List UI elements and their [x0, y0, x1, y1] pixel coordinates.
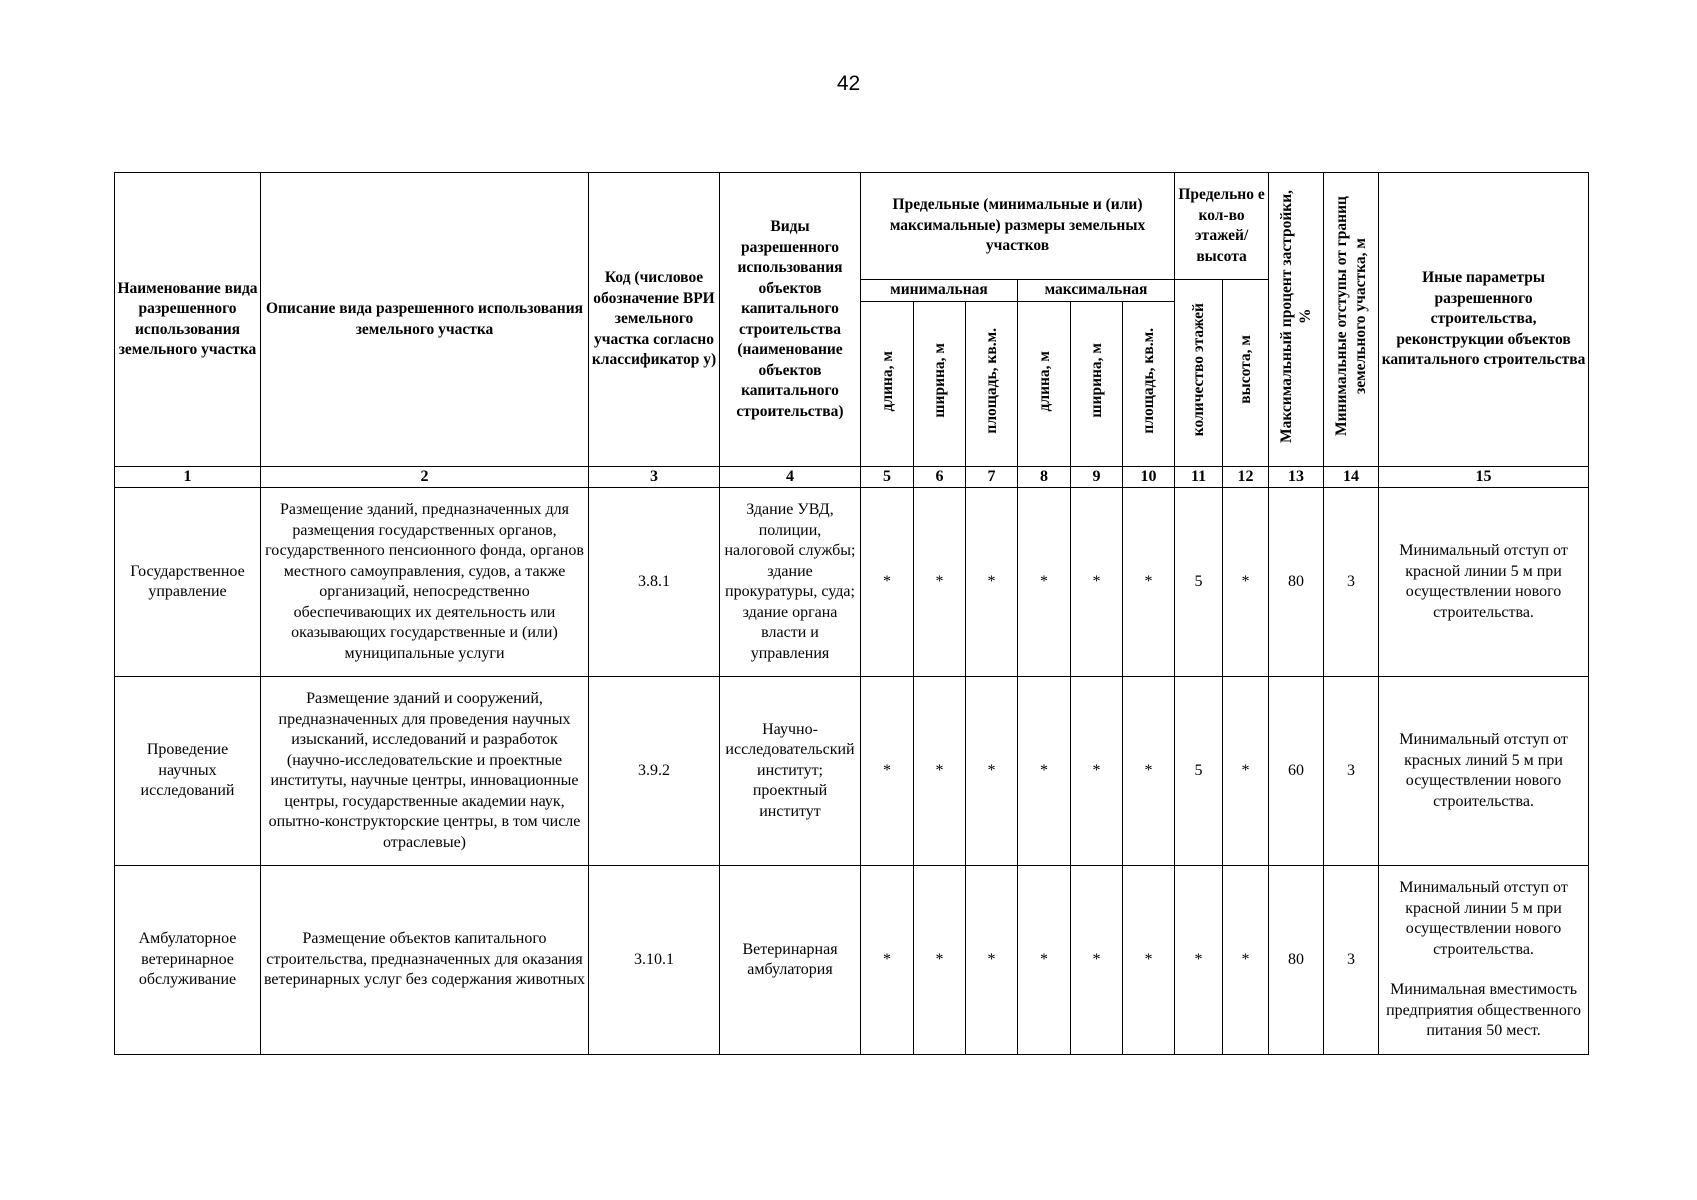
min-setback: 3 [1324, 677, 1379, 866]
header-use-code: Код (числовое обозначение ВРИ земельного участка согласно классификатор у) [589, 173, 720, 467]
max-coverage: 60 [1269, 677, 1324, 866]
column-number: 9 [1071, 467, 1123, 488]
page-number: 42 [836, 72, 861, 95]
max-length: * [1018, 488, 1071, 677]
column-number-row [115, 467, 1589, 488]
max-area: * [1123, 677, 1175, 866]
min-area: * [966, 866, 1018, 1055]
column-number: 12 [1223, 467, 1269, 488]
floors-count: 5 [1175, 677, 1223, 866]
min-setback: 3 [1324, 488, 1379, 677]
column-number: 2 [261, 467, 589, 488]
column-number: 1 [115, 467, 261, 488]
min-length: * [861, 866, 914, 1055]
land-use-regulations-table [114, 172, 1589, 1055]
max-width: * [1071, 866, 1123, 1055]
header-min-width: ширина, м [914, 302, 966, 467]
use-name: Проведение научных исследований [115, 677, 261, 866]
use-code: 3.9.2 [589, 677, 720, 866]
other-parameters: Минимальный отступ от красных линий 5 м при осуществлении нового строительства. [1379, 677, 1589, 866]
header-max-coverage: Максимальный процент застройки, % [1269, 173, 1324, 467]
min-width: * [914, 866, 966, 1055]
column-number: 4 [720, 467, 861, 488]
header-other-parameters: Иные параметры разрешенного строительства, реконструкции объектов капитального строительства [1379, 173, 1589, 467]
other-parameters-setback: Минимальный отступ от красной линии 5 м при осуществлении нового строительства. [1399, 879, 1568, 958]
max-length: * [1018, 677, 1071, 866]
header-height: высота, м [1223, 280, 1269, 467]
header-use-name: Наименование вида разрешенного использования земельного участка [115, 173, 261, 467]
table-row [115, 677, 1589, 866]
header-min-length: длина, м [861, 302, 914, 467]
min-setback: 3 [1324, 866, 1379, 1055]
max-width: * [1071, 488, 1123, 677]
max-area: * [1123, 866, 1175, 1055]
max-area: * [1123, 488, 1175, 677]
header-plot-size-limits: Предельные (минимальные и (или) максимальные) размеры земельных участков [861, 173, 1175, 280]
header-max-area: площадь, кв.м. [1123, 302, 1175, 467]
floors-count: * [1175, 866, 1223, 1055]
max-length: * [1018, 866, 1071, 1055]
header-floors-count: количество этажей [1175, 280, 1223, 467]
max-coverage: 80 [1269, 866, 1324, 1055]
min-length: * [861, 677, 914, 866]
header-max-length: длина, м [1018, 302, 1071, 467]
column-number: 6 [914, 467, 966, 488]
column-number: 15 [1379, 467, 1589, 488]
use-name: Государственное управление [115, 488, 261, 677]
use-name: Амбулаторное ветеринарное обслуживание [115, 866, 261, 1055]
other-parameters: Минимальный отступ от красной линии 5 м при осуществлении нового строительства. [1379, 488, 1589, 677]
floors-count: 5 [1175, 488, 1223, 677]
object-types: Здание УВД, полиции, налоговой службы; здание прокуратуры, суда; здание органа власти и управления [720, 488, 861, 677]
max-coverage: 80 [1269, 488, 1324, 677]
min-area: * [966, 677, 1018, 866]
min-length: * [861, 488, 914, 677]
column-number: 5 [861, 467, 914, 488]
column-number: 11 [1175, 467, 1223, 488]
object-types: Ветеринарная амбулатория [720, 866, 861, 1055]
use-description: Размещение объектов капитального строительства, предназначенных для оказания ветеринарных услуг без содержания животных [261, 866, 589, 1055]
column-number: 13 [1269, 467, 1324, 488]
header-min-area: площадь, кв.м. [966, 302, 1018, 467]
header-max-width: ширина, м [1071, 302, 1123, 467]
table-row [115, 488, 1589, 677]
min-width: * [914, 677, 966, 866]
min-width: * [914, 488, 966, 677]
max-width: * [1071, 677, 1123, 866]
header-use-description: Описание вида разрешенного использования земельного участка [261, 173, 589, 467]
other-parameters [1379, 866, 1589, 1055]
height: * [1223, 488, 1269, 677]
use-description: Размещение зданий и сооружений, предназначенных для проведения научных изысканий, исследований и разработок (научно-исследовательские и проектные институты, научные центры, инновационные центры, государственные академии наук, опытно-конструкторские центры, в том числе отраслевые) [261, 677, 589, 866]
header-object-types: Виды разрешенного использования объектов капитального строительства (наименование объектов капитального строительства) [720, 173, 861, 467]
use-code: 3.10.1 [589, 866, 720, 1055]
height: * [1223, 866, 1269, 1055]
use-description: Размещение зданий, предназначенных для размещения государственных органов, государственного пенсионного фонда, органов местного самоуправления, судов, а также организаций, непосредственно обеспечивающих их деятельность или оказывающих государственные и (или) муниципальные услуги [261, 488, 589, 677]
table-row [115, 866, 1589, 1055]
height: * [1223, 677, 1269, 866]
header-max: максимальная [1018, 280, 1175, 302]
column-number: 8 [1018, 467, 1071, 488]
other-parameters-capacity: Минимальная вместимость предприятия общественного питания 50 мест. [1386, 981, 1581, 1040]
column-number: 3 [589, 467, 720, 488]
use-code: 3.8.1 [589, 488, 720, 677]
column-number: 10 [1123, 467, 1175, 488]
column-number: 7 [966, 467, 1018, 488]
column-number: 14 [1324, 467, 1379, 488]
object-types: Научно-исследовательский институт; проектный институт [720, 677, 861, 866]
header-min: минимальная [861, 280, 1018, 302]
min-area: * [966, 488, 1018, 677]
header-floors-limits: Предельно е кол-во этажей/ высота [1175, 173, 1269, 280]
header-min-setbacks: Минимальные отступы от границ земельного участка, м [1324, 173, 1379, 467]
